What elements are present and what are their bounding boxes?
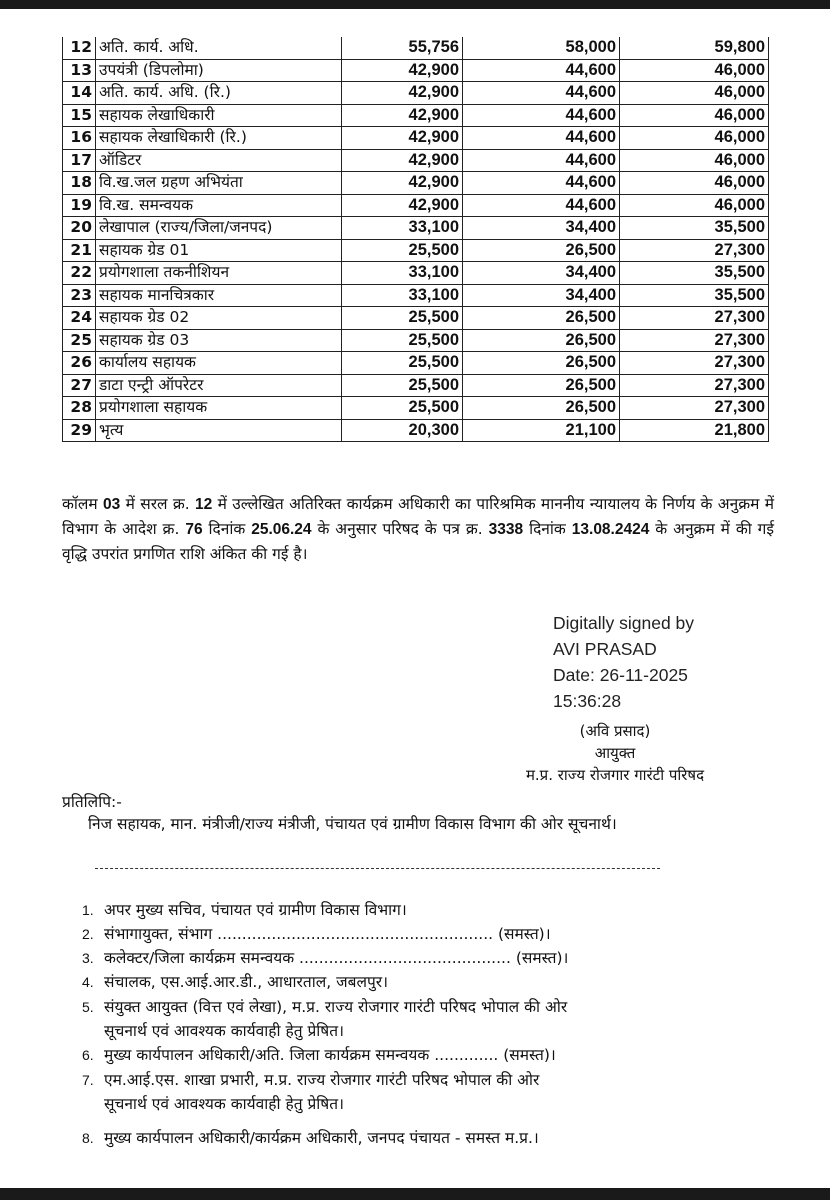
pay-cell-3: 59,800 <box>620 37 769 59</box>
signing-officer <box>470 720 760 786</box>
table-row <box>63 284 769 307</box>
signature-time: 15:36:28 <box>553 691 622 711</box>
officer-name: (अवि प्रसाद) <box>579 722 651 740</box>
post-name-cell: वि.ख. समन्वयक <box>96 194 342 217</box>
pay-cell-3: 35,500 <box>620 284 769 307</box>
serial-number-cell: 15 <box>63 104 96 127</box>
recipient-item <box>82 970 782 994</box>
serial-number-cell: 22 <box>63 262 96 285</box>
pay-cell-3: 46,000 <box>620 172 769 195</box>
pay-cell-2: 26,500 <box>463 397 620 420</box>
pay-cell-3: 35,500 <box>620 217 769 240</box>
recipient-text: अपर मुख्य सचिव, पंचायत एवं ग्रामीण विकास विभाग। <box>104 901 407 919</box>
pay-cell-2: 44,600 <box>463 82 620 105</box>
table-row <box>63 419 769 442</box>
bottom-edge-bar <box>0 1188 830 1200</box>
recipient-number: 5. <box>82 999 94 1015</box>
table-row <box>63 172 769 195</box>
recipient-text-continued: सूचनार्थ एवं आवश्यक कार्यवाही हेतु प्रेषित। <box>104 1022 344 1040</box>
top-edge-bar <box>0 0 830 9</box>
serial-number-cell: 23 <box>63 284 96 307</box>
post-name-cell: अति. कार्य. अधि. (रि.) <box>96 82 342 105</box>
post-name-cell: ऑडिटर <box>96 149 342 172</box>
recipient-text: संभागायुक्त, संभाग ........................................................ (समस्त)। <box>104 925 551 943</box>
recipient-text-continued: सूचनार्थ एवं आवश्यक कार्यवाही हेतु प्रेषित। <box>104 1095 344 1113</box>
recipient-number: 6. <box>82 1047 94 1063</box>
pay-cell-2: 58,000 <box>463 37 620 59</box>
pay-cell-1: 25,500 <box>342 374 463 397</box>
pay-cell-3: 21,800 <box>620 419 769 442</box>
pay-cell-1: 25,500 <box>342 239 463 262</box>
serial-number-cell: 14 <box>63 82 96 105</box>
pay-cell-2: 26,500 <box>463 374 620 397</box>
note-text: कॉलम <box>62 495 104 513</box>
officer-organization: म.प्र. राज्य रोजगार गारंटी परिषद <box>525 766 705 784</box>
serial-number-cell: 25 <box>63 329 96 352</box>
table-row <box>63 127 769 150</box>
pay-cell-2: 26,500 <box>463 352 620 375</box>
table-row <box>63 149 769 172</box>
post-name-cell: सहायक लेखाधिकारी <box>96 104 342 127</box>
pay-cell-1: 42,900 <box>342 172 463 195</box>
note-text: में सरल क्र. <box>120 495 196 513</box>
serial-number-cell: 26 <box>63 352 96 375</box>
serial-number-cell: 16 <box>63 127 96 150</box>
pay-cell-1: 25,500 <box>342 352 463 375</box>
pay-cell-1: 33,100 <box>342 262 463 285</box>
copy-heading: प्रतिलिपि:- <box>62 793 122 811</box>
table-row <box>63 82 769 105</box>
table-row <box>63 329 769 352</box>
pay-cell-1: 25,500 <box>342 329 463 352</box>
serial-number-cell: 18 <box>63 172 96 195</box>
table-row <box>63 397 769 420</box>
pay-cell-3: 27,300 <box>620 329 769 352</box>
pay-cell-2: 44,600 <box>463 104 620 127</box>
pay-cell-2: 44,600 <box>463 59 620 82</box>
pay-cell-1: 33,100 <box>342 217 463 240</box>
table-row <box>63 262 769 285</box>
note-text: दिनांक <box>523 520 572 538</box>
post-name-cell: सहायक मानचित्रकार <box>96 284 342 307</box>
table-row <box>63 217 769 240</box>
pay-cell-3: 27,300 <box>620 397 769 420</box>
recipient-item <box>82 995 782 1043</box>
post-name-cell: वि.ख.जल ग्रहण अभियंता <box>96 172 342 195</box>
serial-number-cell: 19 <box>63 194 96 217</box>
pay-cell-3: 27,300 <box>620 352 769 375</box>
serial-number-cell: 20 <box>63 217 96 240</box>
pay-cell-1: 25,500 <box>342 307 463 330</box>
table-row <box>63 352 769 375</box>
post-name-cell: सहायक ग्रेड 03 <box>96 329 342 352</box>
table-row <box>63 37 769 59</box>
post-name-cell: उपयंत्री (डिपलोमा) <box>96 59 342 82</box>
table-row <box>63 374 769 397</box>
table-row <box>63 59 769 82</box>
pay-cell-3: 27,300 <box>620 239 769 262</box>
pay-cell-1: 42,900 <box>342 82 463 105</box>
pay-cell-3: 46,000 <box>620 82 769 105</box>
signature-date: Date: 26-11-2025 <box>553 665 688 685</box>
note-bold: 03 <box>103 496 121 513</box>
pay-cell-2: 34,400 <box>463 284 620 307</box>
recipient-text: मुख्य कार्यपालन अधिकारी/कार्यक्रम अधिकारी, जनपद पंचायत - समस्त म.प्र.। <box>104 1129 539 1147</box>
recipient-number: 4. <box>82 974 94 990</box>
recipient-text: संचालक, एस.आई.आर.डी., आधारताल, जबलपुर। <box>104 973 388 991</box>
post-name-cell: सहायक ग्रेड 01 <box>96 239 342 262</box>
note-text: के अनुक्रम में की गई वृद्धि उपरांत प्रगणित राशि अंकित की गई है। <box>62 520 775 563</box>
note-paragraph <box>62 492 774 566</box>
pay-cell-1: 55,756 <box>342 37 463 59</box>
note-bold: 76 <box>185 521 203 538</box>
pay-cell-2: 26,500 <box>463 329 620 352</box>
pay-cell-1: 42,900 <box>342 104 463 127</box>
pay-cell-3: 46,000 <box>620 149 769 172</box>
pay-cell-2: 44,600 <box>463 127 620 150</box>
pay-cell-2: 44,600 <box>463 194 620 217</box>
serial-number-cell: 17 <box>63 149 96 172</box>
pay-cell-3: 27,300 <box>620 374 769 397</box>
pay-cell-1: 42,900 <box>342 127 463 150</box>
pay-cell-1: 20,300 <box>342 419 463 442</box>
post-name-cell: प्रयोगशाला सहायक <box>96 397 342 420</box>
recipient-text: कलेक्टर/जिला कार्यक्रम समन्वयक ........................................... (समस्त)। <box>104 949 569 967</box>
post-name-cell: सहायक लेखाधिकारी (रि.) <box>96 127 342 150</box>
note-bold: 25.06.24 <box>251 521 312 538</box>
pay-cell-2: 26,500 <box>463 239 620 262</box>
table-row <box>63 104 769 127</box>
recipient-text: एम.आई.एस. शाखा प्रभारी, म.प्र. राज्य रोजगार गारंटी परिषद भोपाल की ओर <box>104 1071 540 1089</box>
recipient-item <box>82 922 782 946</box>
pay-cell-3: 27,300 <box>620 307 769 330</box>
serial-number-cell: 28 <box>63 397 96 420</box>
post-name-cell: लेखापाल (राज्य/जिला/जनपद) <box>96 217 342 240</box>
serial-number-cell: 24 <box>63 307 96 330</box>
serial-number-cell: 12 <box>63 37 96 59</box>
serial-number-cell: 27 <box>63 374 96 397</box>
pay-cell-3: 46,000 <box>620 127 769 150</box>
signature-line: Digitally signed by <box>553 613 695 633</box>
post-name-cell: प्रयोगशाला तकनीशियन <box>96 262 342 285</box>
recipient-number: 3. <box>82 950 94 966</box>
dashed-divider <box>95 868 660 869</box>
post-name-cell: सहायक ग्रेड 02 <box>96 307 342 330</box>
pay-cell-2: 34,400 <box>463 217 620 240</box>
recipient-number: 2. <box>82 926 94 942</box>
pay-cell-1: 42,900 <box>342 194 463 217</box>
recipient-number: 1. <box>82 902 94 918</box>
pay-cell-3: 35,500 <box>620 262 769 285</box>
recipient-text: संयुक्त आयुक्त (वित्त एवं लेखा), म.प्र. राज्य रोजगार गारंटी परिषद भोपाल की ओर <box>104 998 568 1016</box>
note-text: के अनुसार परिषद के पत्र क्र. <box>311 520 489 538</box>
note-bold: 13.08.2424 <box>571 521 650 538</box>
recipient-item <box>82 946 782 970</box>
serial-number-cell: 21 <box>63 239 96 262</box>
recipient-item <box>82 1068 782 1116</box>
table-row <box>63 194 769 217</box>
post-name-cell: अति. कार्य. अधि. <box>96 37 342 59</box>
pay-cell-3: 46,000 <box>620 194 769 217</box>
note-bold: 3338 <box>488 521 524 538</box>
pay-cell-3: 46,000 <box>620 104 769 127</box>
pay-cell-2: 34,400 <box>463 262 620 285</box>
pay-cell-2: 26,500 <box>463 307 620 330</box>
table-row <box>63 307 769 330</box>
pay-cell-3: 46,000 <box>620 59 769 82</box>
serial-number-cell: 29 <box>63 419 96 442</box>
copy-line: निज सहायक, मान. मंत्रीजी/राज्य मंत्रीजी, पंचायत एवं ग्रामीण विकास विभाग की ओर सूचनार्थ। <box>88 815 617 833</box>
digital-signature <box>553 610 694 714</box>
pay-cell-1: 25,500 <box>342 397 463 420</box>
signature-line: AVI PRASAD <box>553 639 657 659</box>
recipient-text: मुख्य कार्यपालन अधिकारी/अति. जिला कार्यक्रम समन्वयक ............. (समस्त)। <box>104 1046 556 1064</box>
note-text: दिनांक <box>202 520 252 538</box>
salary-table <box>62 37 769 442</box>
pay-cell-2: 44,600 <box>463 149 620 172</box>
pay-cell-2: 44,600 <box>463 172 620 195</box>
recipient-item <box>82 1043 782 1067</box>
post-name-cell: डाटा एन्ट्री ऑपरेटर <box>96 374 342 397</box>
note-text: में उल्लेखित अतिरिक्त कार्यक्रम अधिकारी का पारिश्रमिक माननीय न्यायालय के निर्णय के अनुक्रम में विभाग के आदेश क्र. <box>62 495 774 538</box>
salary-table-body <box>63 37 769 442</box>
post-name-cell: भृत्य <box>96 419 342 442</box>
recipient-item <box>82 1126 782 1150</box>
pay-cell-1: 33,100 <box>342 284 463 307</box>
table-row <box>63 239 769 262</box>
recipient-item <box>82 898 782 922</box>
post-name-cell: कार्यालय सहायक <box>96 352 342 375</box>
pay-cell-1: 42,900 <box>342 59 463 82</box>
officer-designation: आयुक्त <box>594 744 636 762</box>
recipient-number: 7. <box>82 1072 94 1088</box>
serial-number-cell: 13 <box>63 59 96 82</box>
recipient-number: 8. <box>82 1130 94 1146</box>
pay-cell-1: 42,900 <box>342 149 463 172</box>
pay-cell-2: 21,100 <box>463 419 620 442</box>
note-bold: 12 <box>195 496 213 513</box>
